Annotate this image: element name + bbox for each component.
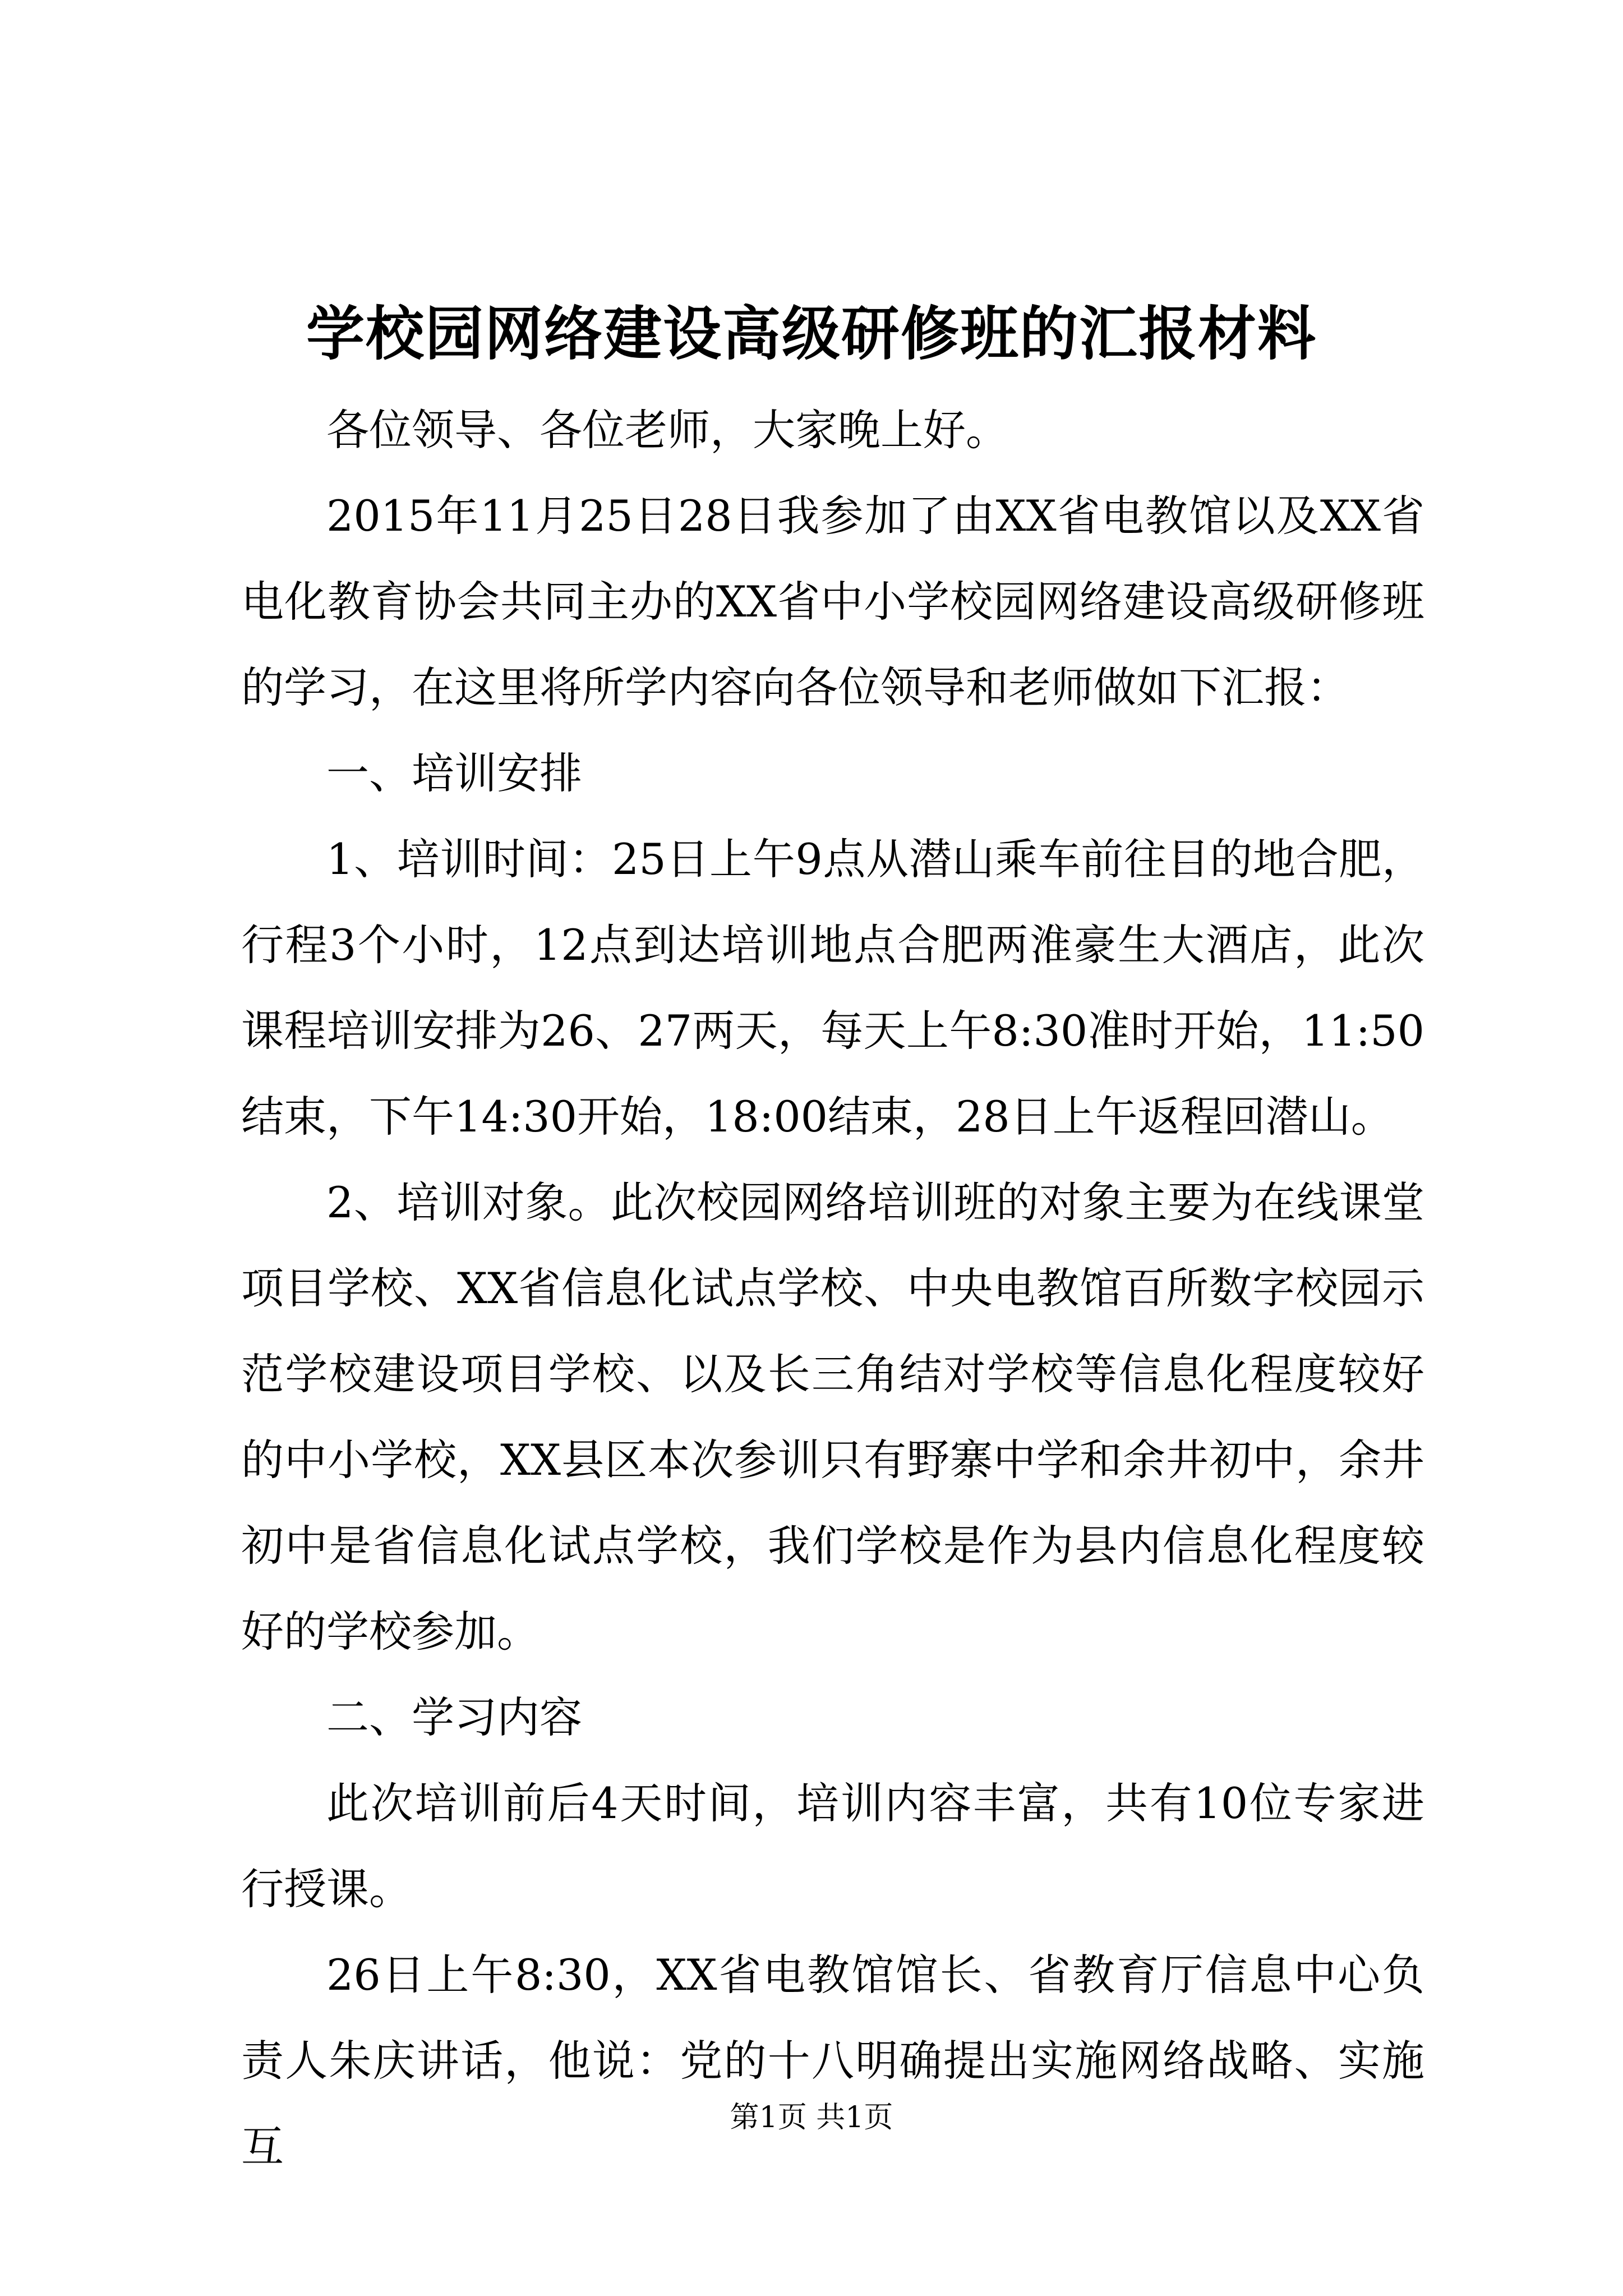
page-footer: 第1页 共1页 [730,2101,893,2134]
section-heading-study-content: 二、学习内容 [326,1692,582,1742]
paragraph-training-target: 2、培训对象。此次校园网络培训班的对象主要为在线课堂项目学校、XX省信息化试点学校、中央电教馆百所数字校园示范学校建设项目学校、以及长三角结对学校等信息化程度较好的中小学校，XX县区本次参训只有野寨中学和余井初中，余井初中是省信息化试点学校，我们学校是作为县内信息化程度较好的学校参加。 [241,1177,1424,1657]
document-title: 学校园网络建设高级研修班的汇报材料 [306,299,1317,368]
paragraph-training-time: 1、培训时间：25日上午9点从潜山乘车前往目的地合肥，行程3个小时，12点到达培训地点合肥两淮豪生大酒店，此次课程培训安排为26、27两天，每天上午8:30准时开始，11:50结束，下午14:30开始，18:00结束，28日上午返程回潜山。 [241,834,1424,1142]
paragraph-content-summary: 此次培训前后4天时间，培训内容丰富，共有10位专家进行授课。 [241,1778,1424,1914]
document-body [241,387,1424,2189]
paragraph-day26-morning: 26日上午8:30，XX省电教馆馆长、省教育厅信息中心负责人朱庆讲话，他说：党的十八明确提出实施网络战略、实施互 [241,1950,1424,2171]
section-heading-training-arrangement: 一、培训安排 [326,748,582,798]
paragraph-greeting: 各位领导、各位老师，大家晚上好。 [326,405,1008,455]
paragraph-intro: 2015年11月25日28日我参加了由XX省电教馆以及XX省电化教育协会共同主办的XX省中小学校园网络建设高级研修班的学习，在这里将所学内容向各位领导和老师做如下汇报： [241,491,1424,712]
